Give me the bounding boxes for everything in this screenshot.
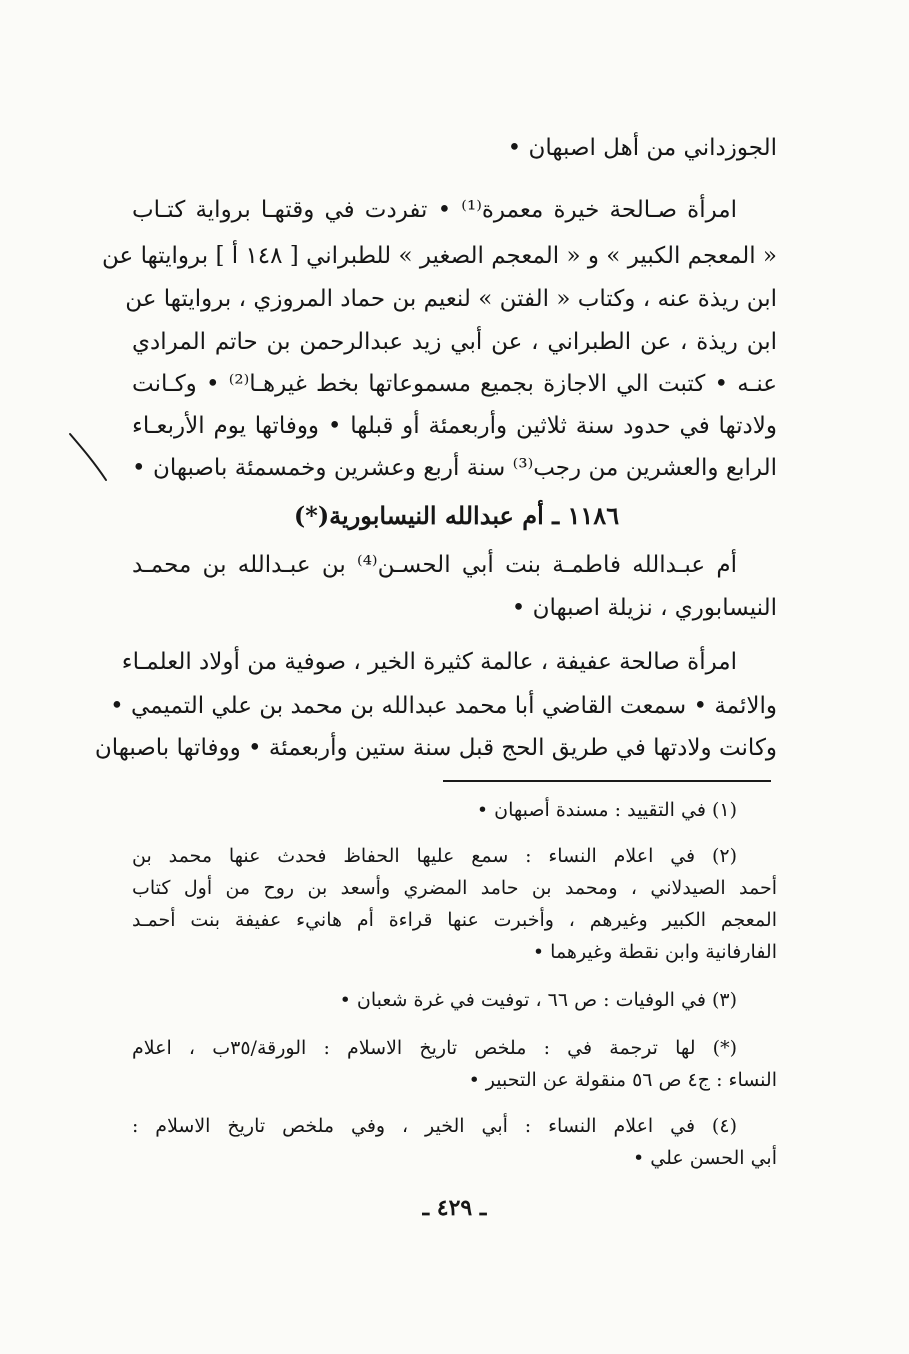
footnote-2-line-1: (٢) في اعلام النساء : سمع عليها الحفاظ فحدث عنها محمد بن xyxy=(132,845,737,867)
entry-heading: ١١٨٦ ـ أم عبدالله النيسابورية(*) xyxy=(293,501,620,530)
body-line-8: الرابع والعشرين من رجب⁽³⁾ سنة أربع وعشرين وخمسمئة باصبهان • xyxy=(132,455,777,481)
margin-pen-mark xyxy=(64,428,114,488)
footnote-separator xyxy=(443,780,771,782)
body2-line-4: والائمة • سمعت القاضي أبا محمد عبدالله بن محمد بن علي التميمي • xyxy=(110,693,777,719)
body-line-7: ولادتها في حدود سنة ثلاثين وأربعمئة أو قبلها • ووفاتها يوم الأربعـاء xyxy=(132,413,777,439)
body2-line-2: النيسابوري ، نزيلة اصبهان • xyxy=(511,595,777,621)
footnote-1: (١) في التقييد : مسندة أصبهان • xyxy=(476,799,737,821)
body-line-2: امرأة صـالحة خيرة معمرة⁽¹⁾ • تفردت في وقتهـا برواية كتـاب xyxy=(132,197,737,223)
body-line-1: الجوزداني من أهل اصبهان • xyxy=(507,135,777,161)
footnote-2-line-4: الفارفانية وابن نقطة وغيرهما • xyxy=(532,941,777,963)
footnote-star-line-2: النساء : ج٤ ص ٥٦ منقولة عن التحبير • xyxy=(468,1069,777,1091)
footnote-3: (٣) في الوفيات : ص ٦٦ ، توفيت في غرة شعبان • xyxy=(339,989,737,1011)
footnote-4-line-1: (٤) في اعلام النساء : أبي الخير ، وفي ملخص تاريخ الاسلام : xyxy=(132,1115,737,1137)
body-line-6: عنـه • كتبت الي الاجازة بجميع مسموعاتها بخط غيرهـا⁽²⁾ • وكـانت xyxy=(132,371,777,397)
footnote-4-line-2: أبي الحسن علي • xyxy=(633,1147,777,1169)
body-line-5: ابن ريذة ، عن الطبراني ، عن أبي زيد عبدالرحمن بن حاتم المرادي xyxy=(132,329,777,355)
footnote-2-line-3: المعجم الكبير وغيرهم ، وأخبرت عنها قراءة أم هانيء عفيفة بنت أحمـد xyxy=(132,909,777,931)
body2-line-5: وكانت ولادتها في طريق الحج قبل سنة ستين وأربعمئة • ووفاتها باصبهان xyxy=(94,735,777,761)
body-line-4: ابن ريذة عنه ، وكتاب « الفتن » لنعيم بن حماد المروزي ، بروايتها عن xyxy=(125,286,777,312)
page-number: ـ ٤٢٩ ـ xyxy=(422,1195,487,1221)
footnote-star-line-1: (*) لها ترجمة في : ملخص تاريخ الاسلام : الورقة/٣٥ب ، اعلام xyxy=(132,1037,737,1059)
body2-line-3: امرأة صالحة عفيفة ، عالمة كثيرة الخير ، صوفية من أولاد العلمـاء xyxy=(121,649,737,675)
body-line-3: « المعجم الكبير » و « المعجم الصغير » للطبراني [ ١٤٨ أ ] بروايتها عن xyxy=(102,243,777,269)
body2-line-1: أم عبـدالله فاطمـة بنت أبي الحسـن⁽⁴⁾ بن عبـدالله بن محمـد xyxy=(132,552,737,578)
footnote-2-line-2: أحمد الصيدلاني ، ومحمد بن حامد المضري وأسعد بن روح من أول كتاب xyxy=(132,877,777,899)
